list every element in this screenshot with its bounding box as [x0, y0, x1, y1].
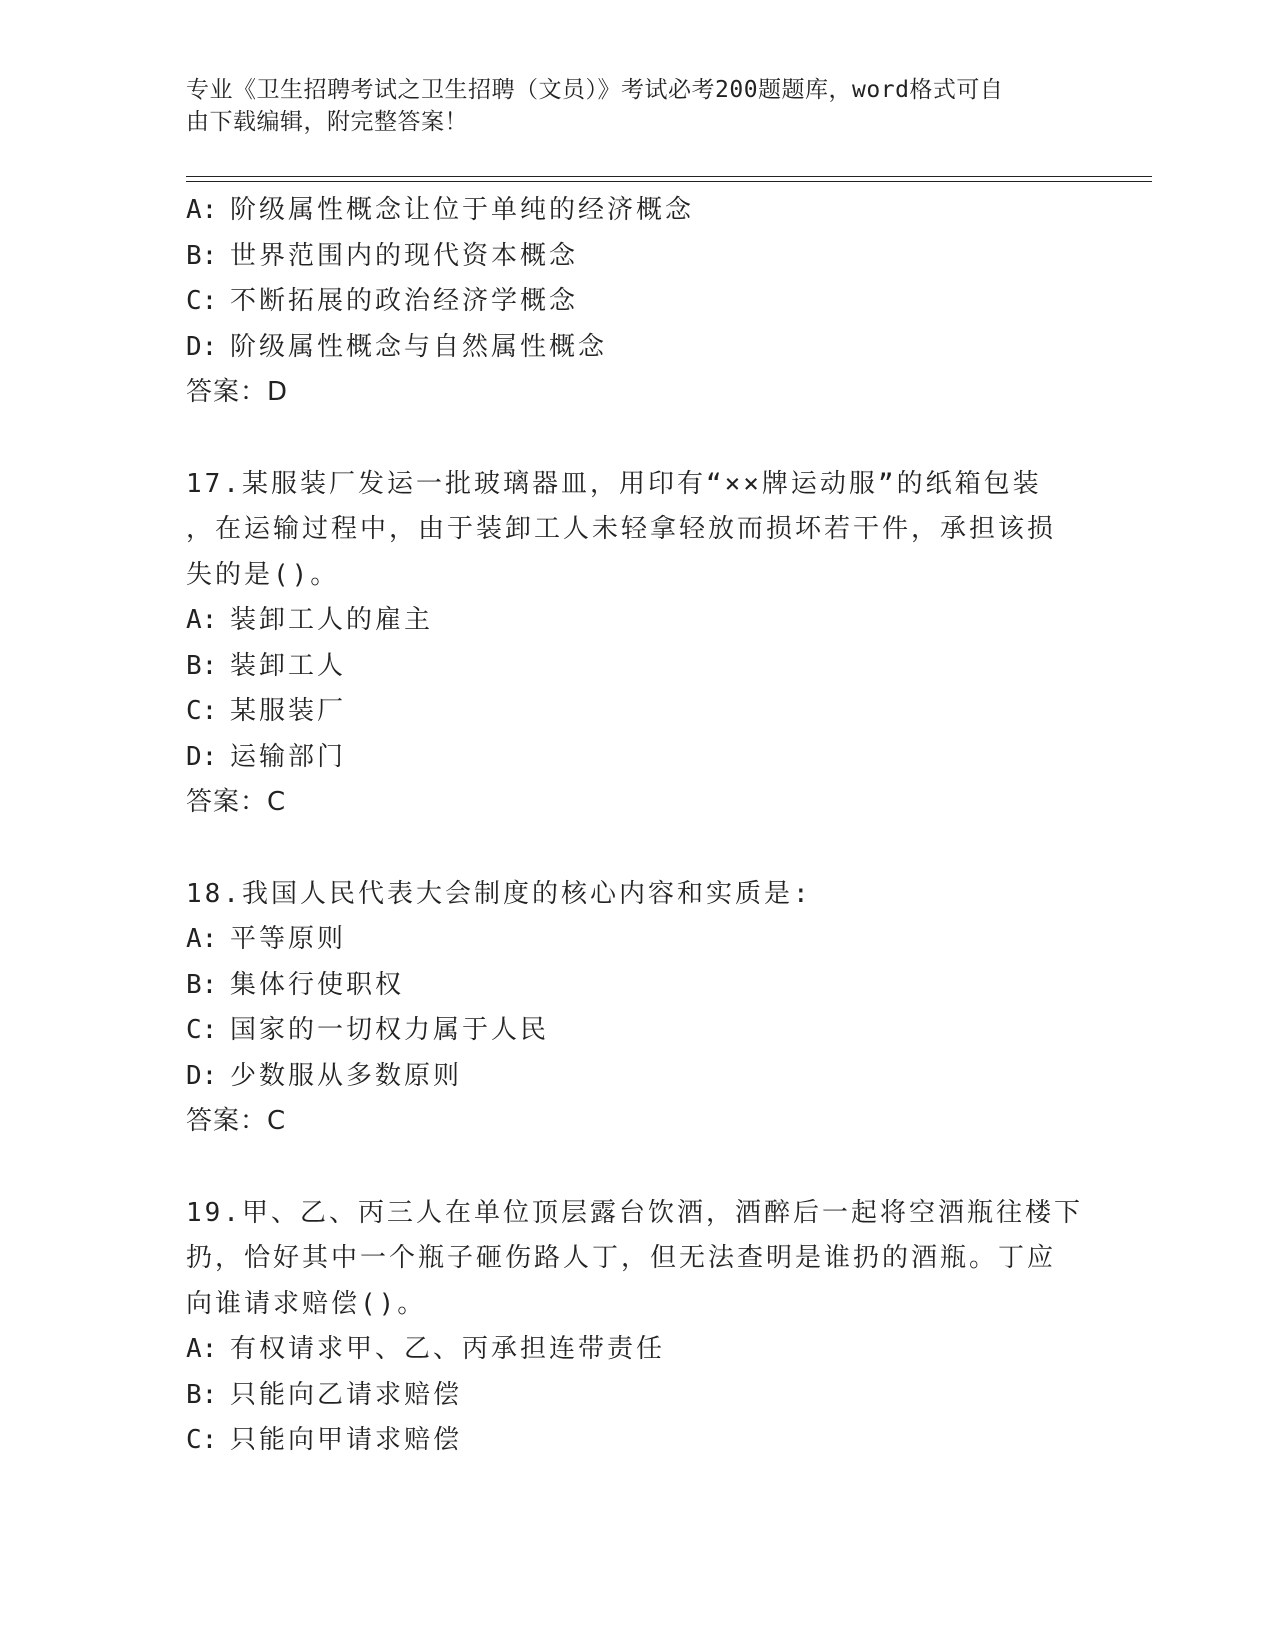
question-stem-line: 扔，恰好其中一个瓶子砸伤路人丁，但无法查明是谁扔的酒瓶。丁应 — [186, 1243, 1057, 1273]
option-letter: D: — [186, 1060, 218, 1091]
question-stem-line: ，在运输过程中，由于装卸工人未轻拿轻放而损坏若干件，承担该损 — [186, 514, 1057, 544]
option-letter: C: — [186, 696, 218, 726]
option-letter: C: — [186, 286, 218, 316]
option-letter: A: — [186, 924, 218, 954]
option-text: 平等原则 — [230, 924, 347, 954]
option-a — [186, 917, 1086, 963]
option-text: 有权请求甲、乙、丙承担连带责任 — [230, 1334, 666, 1364]
option-letter: B: — [186, 969, 218, 1000]
question-stem-line: 17.某服装厂发运一批玻璃器皿，用印有“××牌运动服”的纸箱包装 — [186, 468, 1042, 499]
option-letter: A: — [186, 1334, 218, 1364]
option-text: 某服装厂 — [230, 696, 347, 726]
header-divider-bottom — [186, 181, 1152, 182]
option-text: 国家的一切权力属于人民 — [230, 1015, 550, 1045]
option-text: 运输部门 — [230, 741, 347, 772]
option-letter: C: — [186, 1425, 218, 1455]
header-line-1: 专业《卫生招聘考试之卫生招聘（文员）》考试必考200题题库，word格式可自 — [186, 77, 1004, 103]
question-stem-line: 18.我国人民代表大会制度的核心内容和实质是: — [186, 878, 812, 909]
option-text: 少数服从多数原则 — [230, 1060, 463, 1091]
option-letter: C: — [186, 1015, 218, 1045]
header-line-2: 由下载编辑，附完整答案！ — [186, 109, 468, 135]
option-b — [186, 644, 1086, 690]
option-b — [186, 1373, 1086, 1419]
option-c — [186, 1418, 1086, 1464]
option-text: 集体行使职权 — [230, 969, 405, 1000]
question-17 — [186, 462, 1086, 826]
option-letter: D: — [186, 741, 218, 772]
answer-line: 答案：C — [186, 1106, 287, 1136]
option-d — [186, 735, 1086, 781]
option-a — [186, 188, 1086, 234]
option-d — [186, 325, 1086, 371]
option-text: 装卸工人 — [230, 650, 347, 681]
option-text: 不断拓展的政治经济学概念 — [230, 286, 579, 316]
option-letter: D: — [186, 331, 218, 362]
option-letter: B: — [186, 650, 218, 681]
option-b — [186, 234, 1086, 280]
document-header — [186, 74, 1066, 138]
option-text: 装卸工人的雇主 — [230, 605, 434, 635]
header-divider-top — [186, 176, 1152, 177]
option-letter: B: — [186, 240, 218, 271]
answer-line: 答案：D — [186, 377, 289, 407]
option-letter: A: — [186, 605, 218, 635]
option-b — [186, 963, 1086, 1009]
option-c — [186, 279, 1086, 325]
question-19 — [186, 1191, 1086, 1464]
option-letter: B: — [186, 1379, 218, 1410]
question-16 — [186, 188, 1086, 416]
option-letter: A: — [186, 195, 218, 225]
option-text: 阶级属性概念让位于单纯的经济概念 — [230, 195, 695, 225]
question-content — [186, 188, 1086, 1464]
answer-line: 答案：C — [186, 787, 287, 817]
option-a — [186, 598, 1086, 644]
question-stem-line: 失的是()。 — [186, 559, 340, 590]
option-text: 世界范围内的现代资本概念 — [230, 240, 579, 271]
question-stem-line: 向谁请求赔偿()。 — [186, 1288, 427, 1319]
option-text: 只能向甲请求赔偿 — [230, 1425, 463, 1455]
option-text: 只能向乙请求赔偿 — [230, 1379, 463, 1410]
option-c — [186, 1008, 1086, 1054]
option-a — [186, 1327, 1086, 1373]
question-18 — [186, 872, 1086, 1145]
option-d — [186, 1054, 1086, 1100]
question-stem-line: 19.甲、乙、丙三人在单位顶层露台饮酒，酒醉后一起将空酒瓶往楼下 — [186, 1197, 1083, 1228]
option-text: 阶级属性概念与自然属性概念 — [230, 331, 608, 362]
option-c — [186, 689, 1086, 735]
